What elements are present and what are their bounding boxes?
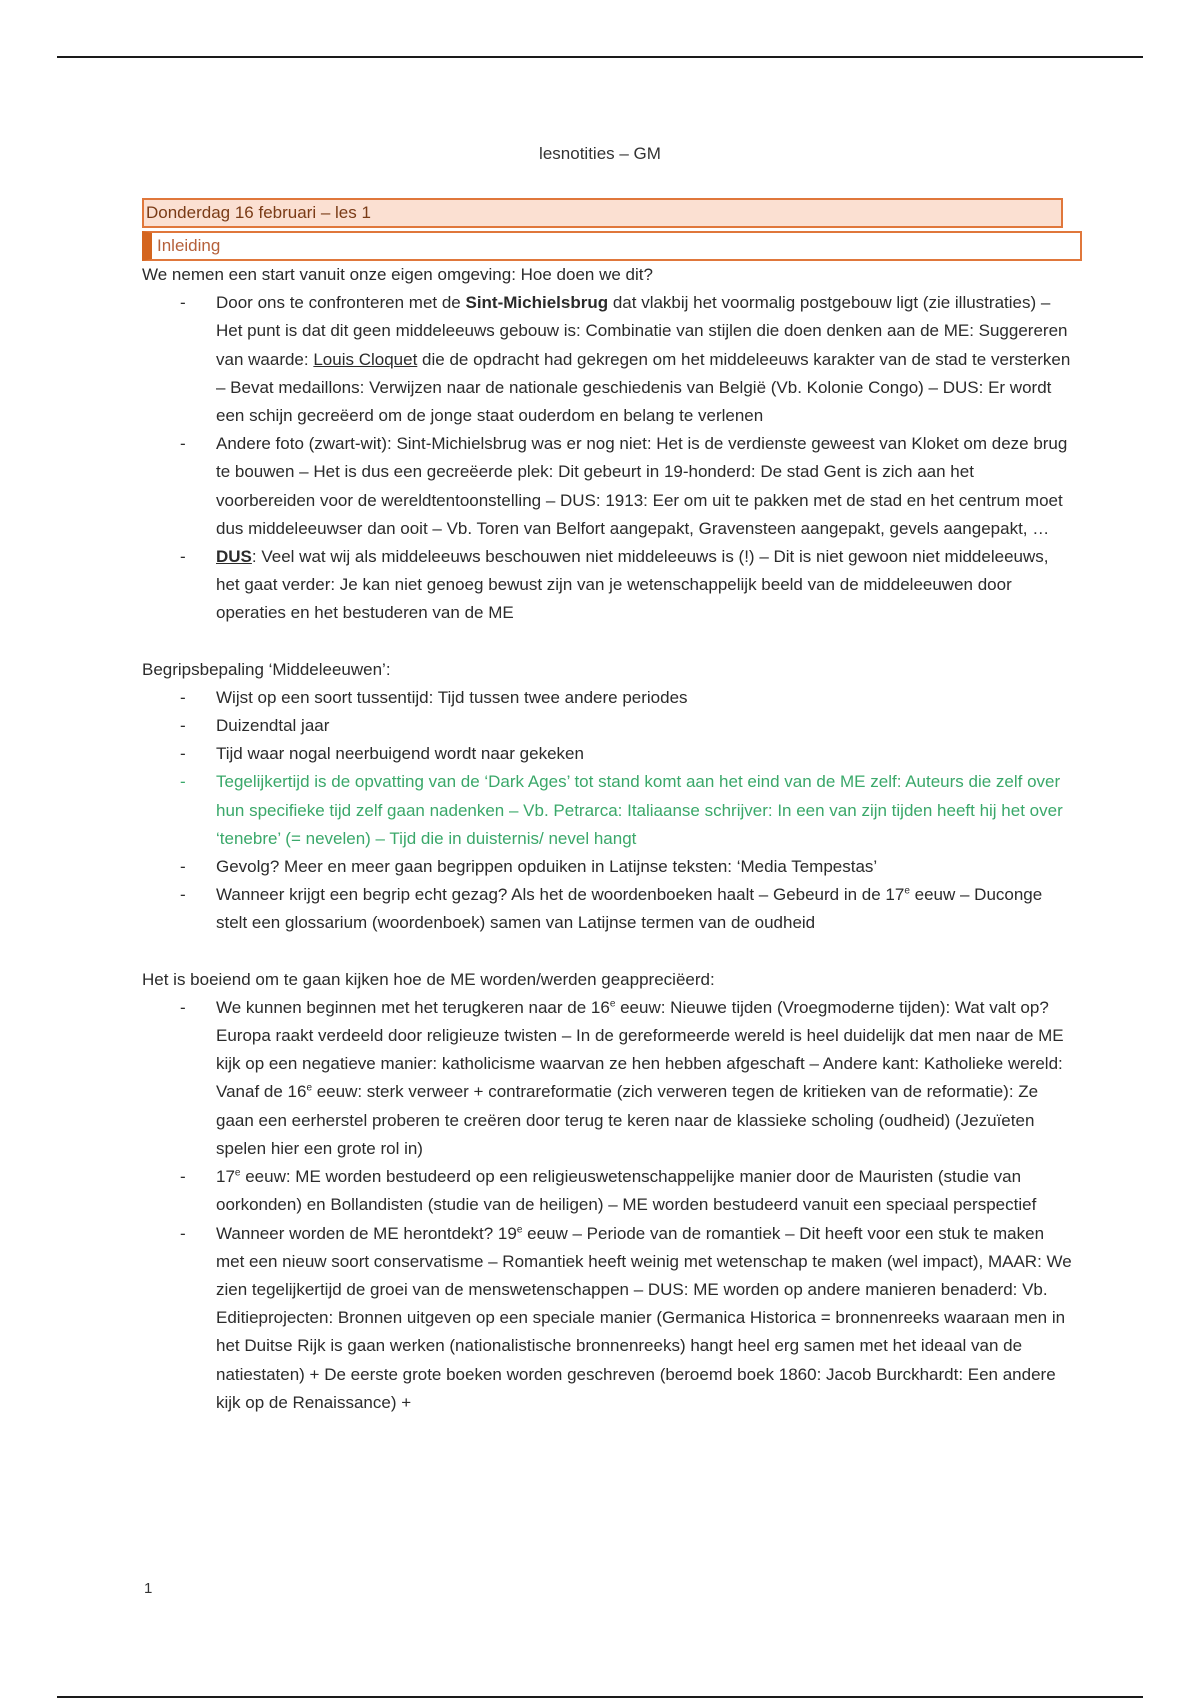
list-item: - Gevolg? Meer en meer gaan begrippen opduiken in Latijnse teksten: ‘Media Tempestas’ <box>142 853 1072 881</box>
lesson-date-box: Donderdag 16 februari – les 1 <box>142 198 1063 228</box>
appreciation-lead: Het is boeiend om te gaan kijken hoe de ME worden/werden geappreciëerd: <box>142 969 715 989</box>
list-item: - Wanneer krijgt een begrip echt gezag? Als het de woordenboeken haalt – Gebeurd in de 17e eeuw – Duconge stelt een glossarium (woordenboek) samen van Latijnse termen van de oudheid <box>142 881 1072 937</box>
list-item: - Wanneer worden de ME herontdekt? 19e eeuw – Periode van de romantiek – Dit heeft voor een stuk te maken met een nieuw soort conservatisme – Romantiek heeft weinig met wetenschap te maken (wel impact), MAAR: We zien tegelijkertijd de groei van de menswetenschappen – DUS: ME worden op andere manieren benaderd: Vb. Editieprojecten: Bronnen uitgeven op een speciale manier (Germanica Historica = bronnenreeks waaraan men in het Duitse Rijk is gaan werken (nationalistische bronnenreeks) hangt heel erg samen met het ideaal van de natiestaten) + De eerste grote boeken worden geschreven (beroemd boek 1860: Jacob Burckhardt: Een andere kijk op de Renaissance) + <box>142 1220 1072 1417</box>
intro-list <box>142 289 1072 627</box>
list-item: - We kunnen beginnen met het terugkeren naar de 16e eeuw: Nieuwe tijden (Vroegmoderne tijden): Wat valt op? Europa raakt verdeeld door religieuze twisten – In de gereformeerde wereld is heel duidelijk dat men naar de ME kijk op een negatieve manier: katholicisme waarvan ze hen hebben afgeschaft – Andere kant: Katholieke wereld: Vanaf de 16e eeuw: sterk verweer + contrareformatie (zich verweren tegen de kritieken van de reformatie): Ze gaan een eerherstel proberen te creëren door terug te keren naar de klassieke scholing (oudheid) (Jezuïeten spelen hier een grote rol in) <box>142 994 1072 1163</box>
section-heading-inleiding: Inleiding <box>142 231 1082 261</box>
definition-lead: Begripsbepaling ‘Middeleeuwen’: <box>142 659 391 679</box>
list-item: - Duizendtal jaar <box>142 712 1072 740</box>
underlined-name: Louis Cloquet <box>313 349 418 369</box>
intro-lead: We nemen een start vanuit onze eigen omgeving: Hoe doen we dit? <box>142 265 653 284</box>
document-body <box>142 198 1072 1417</box>
bold-term: Sint-Michielsbrug <box>465 293 609 313</box>
emphasis-dus: DUS <box>216 547 252 567</box>
list-item-highlight: - Tegelijkertijd is de opvatting van de ‘Dark Ages’ tot stand komt aan het eind van de ME zelf: Auteurs die zelf over hun specifieke tijd zelf gaan nadenken – Vb. Petrarca: Italiaanse schrijver: In een van zijn tijden heeft hij het over ‘tenebre’ (= nevelen) – Tijd die in duisternis/ nevel hangt <box>142 768 1072 853</box>
list-item: - Andere foto (zwart-wit): Sint-Michielsbrug was er nog niet: Het is de verdienste geweest van Kloket om deze brug te bouwen – Het is dus een gecreëerde plek: Dit gebeurt in 19-honderd: De stad Gent is zich aan het voorbereiden voor de wereldtentoonstelling – DUS: 1913: Eer om uit te pakken met de stad en het centrum moet dus middeleeuwser dan ooit – Vb. Toren van Belfort aangepakt, Gravensteen aangepakt, gevels aangepakt, … <box>142 430 1072 543</box>
list-item: - Wijst op een soort tussentijd: Tijd tussen twee andere periodes <box>142 684 1072 712</box>
page-number: 1 <box>144 1580 153 1597</box>
definition-list <box>142 684 1072 938</box>
page-title: lesnotities – GM <box>539 144 661 163</box>
appreciation-list <box>142 994 1072 1417</box>
bottom-rule <box>57 1696 1143 1698</box>
top-rule <box>57 56 1143 58</box>
list-item: - Tijd waar nogal neerbuigend wordt naar gekeken <box>142 740 1072 768</box>
list-item: - Door ons te confronteren met de Sint-Michielsbrug dat vlakbij het voormalig postgebouw ligt (zie illustraties) – Het punt is dat dit geen middeleeuws gebouw is: Combinatie van stijlen die doen denken aan de ME: Suggereren van waarde: Louis Cloquet die de opdracht had gekregen om het middeleeuws karakter van de stad te versterken – Bevat medaillons: Verwijzen naar de nationale geschiedenis van België (Vb. Kolonie Congo) – DUS: Er wordt een schijn gecreëerd om de jonge staat ouderdom en belang te verlenen <box>142 289 1072 430</box>
list-item: - 17e eeuw: ME worden bestudeerd op een religieuswetenschappelijke manier door de Mauristen (studie van oorkonden) en Bollandisten (studie van de heiligen) – ME worden bestudeerd vanuit een speciaal perspectief <box>142 1163 1072 1219</box>
list-item: - DUS: Veel wat wij als middeleeuws beschouwen niet middeleeuws is (!) – Dit is niet gewoon niet middeleeuws, het gaat verder: Je kan niet genoeg bewust zijn van je wetenschappelijk beeld van de middeleeuwen door operaties en het bestuderen van de ME <box>142 543 1072 628</box>
